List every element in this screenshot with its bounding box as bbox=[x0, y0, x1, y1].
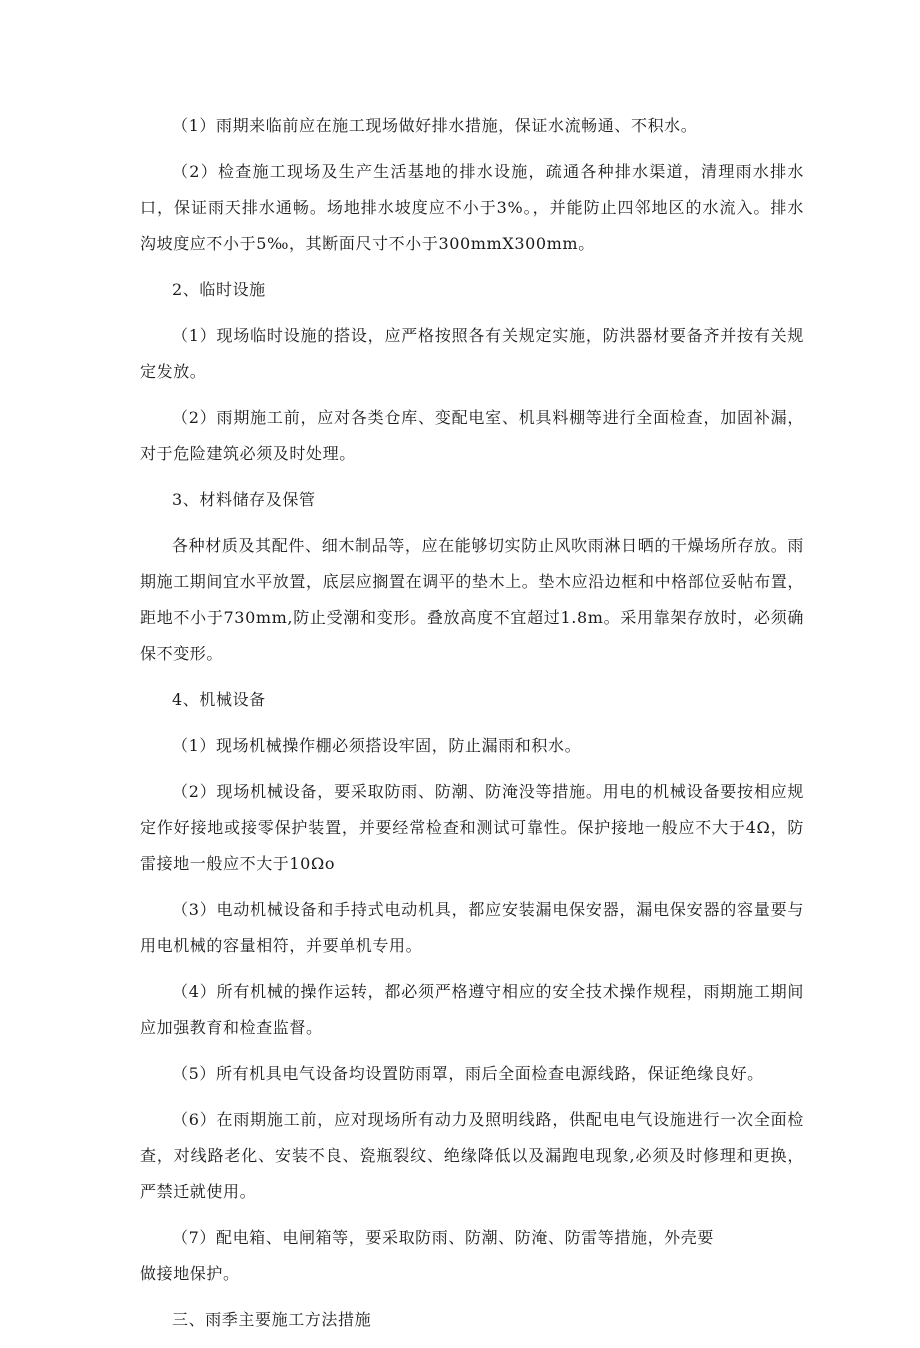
paragraph-rain-drainage-measures: （1）雨期来临前应在施工现场做好排水措施，保证水流畅通、不积水。 bbox=[172, 116, 698, 135]
section-heading-temporary-facilities: 2、临时设施 bbox=[172, 280, 266, 299]
paragraph-machine-shed: （1）现场机械操作棚必须搭设牢固，防止漏雨和积水。 bbox=[172, 736, 582, 755]
section-heading-machinery: 4、机械设备 bbox=[172, 690, 266, 709]
paragraph-operation-rules: （4）所有机械的操作运转，都必须严格遵守相应的安全技术操作规程，雨期施工期间应加强教育和检查监督。 bbox=[140, 982, 804, 1037]
paragraph-temporary-facilities-setup: （1）现场临时设施的搭设，应严格按照各有关规定实施，防洪器材要备齐并按有关规定发放。 bbox=[140, 326, 804, 381]
paragraph-material-storage-rules: 各种材质及其配件、细木制品等，应在能够切实防止风吹雨淋日晒的干燥场所存放。雨期施工期间宜水平放置，底层应搁置在调平的垫木上。垫木应沿边框和中格部位妥帖布置，距地不小于730mm,防止受潮和变形。叠放高度不宜超过1.8m。采用靠架存放时，必须确保不变形。 bbox=[140, 536, 805, 663]
paragraph-distribution-box: （7）配电箱、电闸箱等，要采取防雨、防潮、防淹、防雷等措施，外壳要 bbox=[172, 1228, 714, 1247]
paragraph-line-inspection: （6）在雨期施工前，应对现场所有动力及照明线路，供配电电气设施进行一次全面检查，对线路老化、安装不良、瓷瓶裂纹、绝缘降低以及漏跑电现象,必须及时修理和更换，严禁迁就使用。 bbox=[140, 1110, 804, 1201]
document-body bbox=[140, 108, 804, 1348]
section-heading-material-storage: 3、材料储存及保管 bbox=[172, 490, 316, 509]
paragraph-machine-protection: （2）现场机械设备，要采取防雨、防潮、防淹没等措施。用电的机械设备要按相应规定作好接地或接零保护装置，并要经常检查和测试可靠性。保护接地一般应不大于4Ω，防雷接地一般应不大于10Ωo bbox=[140, 782, 804, 873]
paragraph-leakage-protector: （3）电动机械设备和手持式电动机具，都应安装漏电保安器，漏电保安器的容量要与用电机械的容量相符，并要单机专用。 bbox=[140, 900, 804, 955]
paragraph-check-drainage-facilities: （2）检查施工现场及生产生活基地的排水设施，疏通各种排水渠道，清理雨水排水口，保证雨天排水通畅。场地排水坡度应不小于3%。，并能防止四邻地区的水流入。排水沟坡度应不小于5‰，其断面尺寸不小于300mmX300mm。 bbox=[140, 162, 804, 253]
paragraph-distribution-box-continuation: 做接地保护。 bbox=[140, 1264, 240, 1283]
paragraph-pre-rain-inspection: （2）雨期施工前，应对各类仓库、变配电室、机具料棚等进行全面检查，加固补漏，对于危险建筑必须及时处理。 bbox=[140, 408, 804, 463]
paragraph-rain-cover: （5）所有机具电气设备均设置防雨罩，雨后全面检查电源线路，保证绝缘良好。 bbox=[172, 1064, 764, 1083]
section-heading-rain-season-methods: 三、雨季主要施工方法措施 bbox=[172, 1310, 372, 1329]
